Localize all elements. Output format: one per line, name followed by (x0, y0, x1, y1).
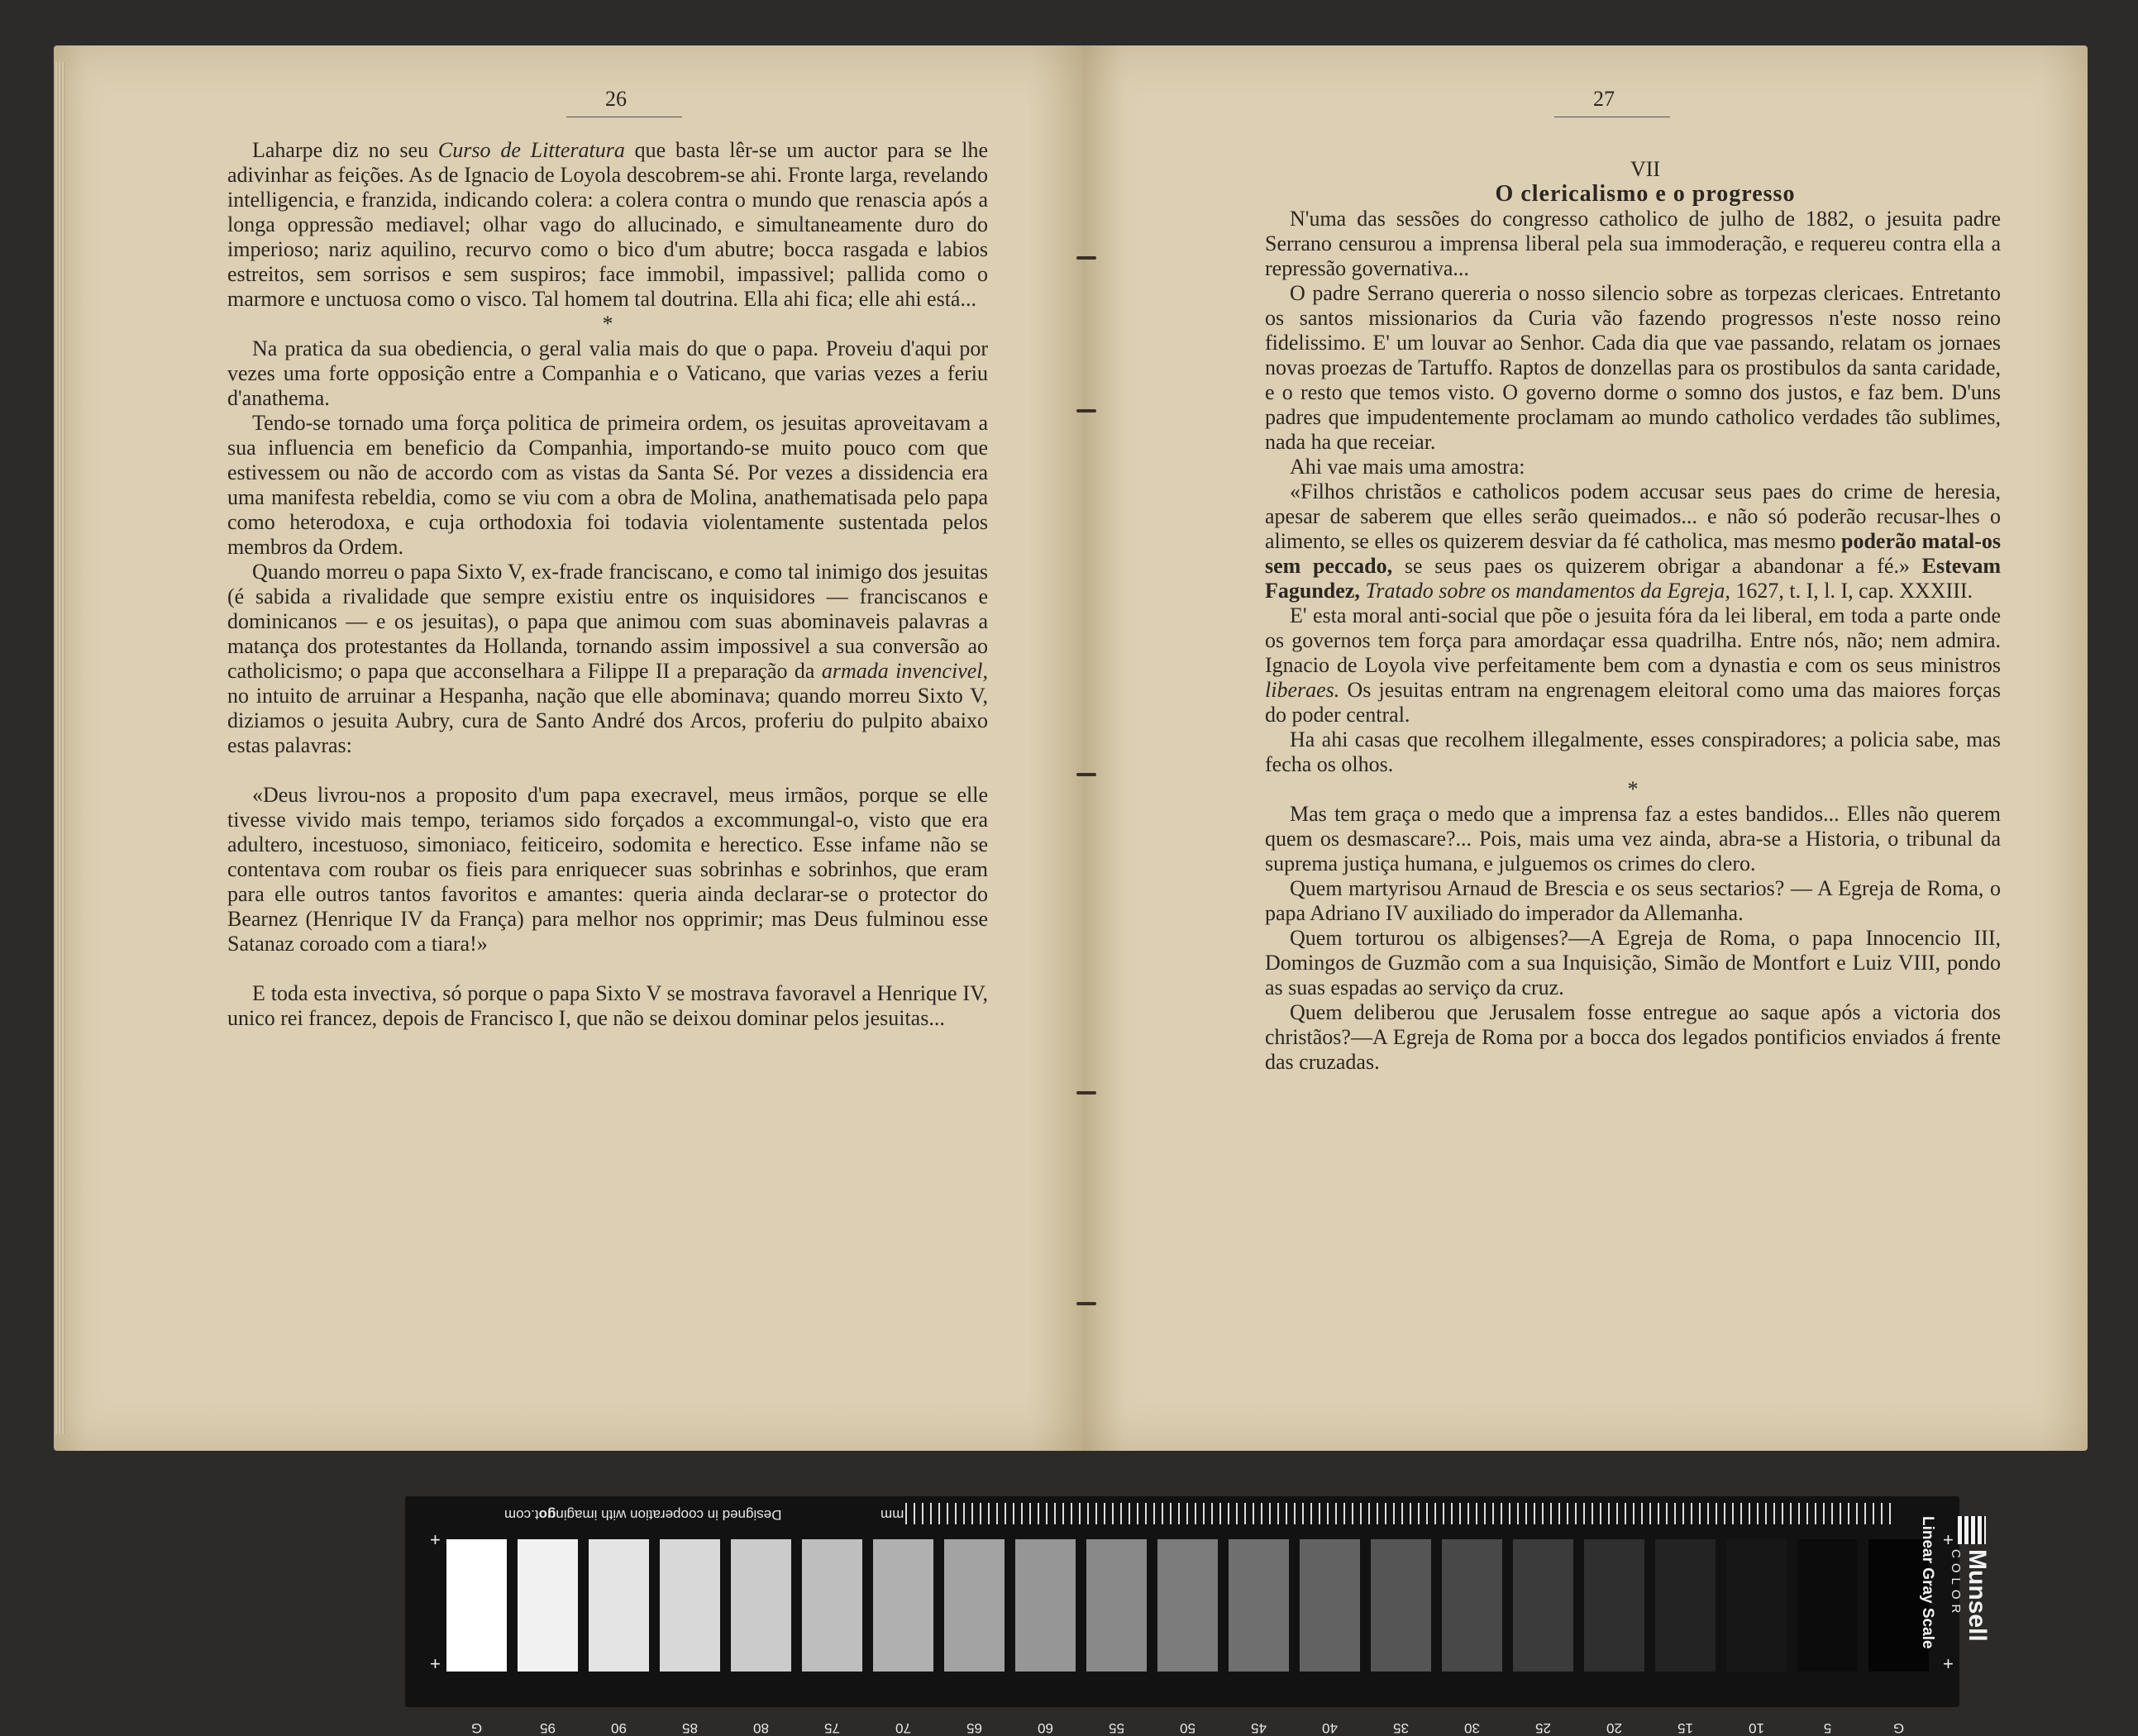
quote-work-title: Tratado sobre os mandamentos da Egreja, (1365, 579, 1730, 603)
paragraph: O padre Serrano quereria o nosso silencio sobre as torpezas clericaes. Entretanto os santos missionarios da Curia vão fazendo progressos n'este nosso reino fidelissimo. E' um louvar ao Senhor. Cada dia que vae passando, relatam os jornaes novas proezas de Tartuffo. Raptos de donzellas para os prostibulos da santa caridade, e o resto que temos visto. O governo dorme o somno dos justos, e faz bem. D'uns padres que impudentemente proclamam ao mundo catholico verdades tão sublimes, nada ha que receiar. (1265, 281, 2001, 454)
text-run: go (538, 1507, 556, 1523)
text-run: Designed in cooperation with imagin (556, 1507, 782, 1523)
gray-patch-label: 80 (753, 1720, 769, 1736)
gray-patch (731, 1539, 791, 1736)
gray-patch-label: 60 (1038, 1720, 1053, 1736)
page-number-text: 26 (605, 87, 627, 111)
text-run: Laharpe diz no seu (252, 138, 438, 162)
text-run: Os jesuitas entram na engrenagem eleitoral como uma das maiores forças do poder central. (1265, 678, 2001, 727)
gray-patch-label: 30 (1464, 1720, 1480, 1736)
registration-mark: + (430, 1653, 441, 1674)
gray-patch-label: 20 (1606, 1720, 1622, 1736)
paragraph: Tendo-se tornado uma força politica de primeira ordem, os jesuitas aproveitavam a sua influencia em beneficio da Companhia, importando-se muito pouco com que estivessem ou não de accordo com as vistas da Santa Sé. Por vezes a dissidencia era uma manifesta rebeldia, como se viu com a obra de Molina, anathematisada pelo papa como heterodoxa, e cuja orthodoxia foi todavia violentamente sustentada pelos membros da Ordem. (227, 411, 988, 559)
gray-patch (1797, 1539, 1858, 1736)
gray-patch (446, 1539, 507, 1736)
text-run: «Filhos christãos e catholicos podem accusar seus paes do crime de heresia, apesar de saberem que elles serão queimados... e não só poderão recusar-lhes o alimento, se elles os quizerem desviar da fé catholica, mas mesmo (1265, 479, 2001, 553)
gray-patch-label: G (470, 1720, 483, 1736)
chapter-title: O clericalismo e o progresso (1495, 181, 1796, 207)
text-run: E' esta moral anti-social que põe o jesuita fóra da lei liberal, em toda a parte onde os governos tem força para amordaçar essa quadrilha. Entre nós, não; nem admira. Ignacio de Loyola vive perfeitamente bem com a dynastia e com os seus ministros (1265, 603, 2001, 677)
italic-text: liberaes. (1265, 678, 1340, 702)
gray-patch-label: 5 (1823, 1720, 1832, 1736)
gray-patch-label: 15 (1677, 1720, 1693, 1736)
paragraph: Ha ahi casas que recolhem illegalmente, esses conspiradores; a policia sabe, mas fecha os olhos. (1265, 727, 2001, 776)
gray-patch (1584, 1539, 1644, 1736)
gray-patch-label: 35 (1393, 1720, 1409, 1736)
gray-patch-label: 55 (1109, 1720, 1124, 1736)
gray-patch (1726, 1539, 1787, 1736)
paragraph: Ahi vae mais uma amostra: (1290, 455, 1525, 479)
left-page (54, 45, 1083, 1451)
mm-ruler (905, 1503, 1897, 1524)
paragraph (1265, 603, 2001, 727)
credit-text (504, 1506, 781, 1523)
registration-mark: + (1943, 1529, 1954, 1550)
gray-scale-card (405, 1496, 1991, 1736)
spacer (227, 956, 988, 981)
italic-title: Curso de Litteratura (437, 138, 625, 162)
gray-patch (944, 1539, 1005, 1736)
gray-patch (1655, 1539, 1716, 1736)
right-page (1083, 45, 2088, 1451)
gray-patch (1015, 1539, 1076, 1736)
gray-patch-label: 95 (540, 1720, 556, 1736)
page-edges (54, 62, 65, 1434)
paragraph: Mas tem graça o medo que a imprensa faz a estes bandidos... Elles não querem quem os desmascare?... Pois, mais uma vez ainda, abra-se a Historia, o tribunal da suprema justiça humana, e julguemos os crimes do clero. (1265, 802, 2001, 875)
unit-label: mm (880, 1507, 904, 1523)
paragraph (227, 560, 988, 758)
binding-stitch (1076, 773, 1096, 776)
binding-stitch (1076, 256, 1096, 260)
gray-patch-label: 50 (1180, 1720, 1195, 1736)
page-number (1554, 87, 1654, 117)
scale-name: Linear Gray Scale (1919, 1516, 1936, 1649)
paragraph (227, 138, 988, 312)
gray-patch (802, 1539, 862, 1736)
paragraph: E toda esta invectiva, só porque o papa Sixto V se mostrava favoravel a Henrique IV, unico rei francez, depois de Francisco I, que não se deixou dominar pelos jesuitas... (227, 981, 988, 1030)
text-run: 1627, t. I, l. I, cap. XXXIII. (1730, 579, 1973, 603)
gray-patch (1157, 1539, 1218, 1736)
quote-author: Estevam Fagundez, (1265, 554, 2001, 603)
gray-patch-label: 40 (1322, 1720, 1338, 1736)
gray-patch (589, 1539, 649, 1736)
gray-patch-label: 70 (895, 1720, 911, 1736)
munsell-logo-icon (1958, 1516, 1986, 1544)
gray-patch (1229, 1539, 1289, 1736)
text-run: no intuito de arruinar a Hespanha, nação que elle abominava; quando morreu Sixto V, diziamos o jesuita Aubry, cura de Santo André dos Arcos, proferiu do pulpito abaixo estas palavras: (227, 684, 988, 757)
text-run: se seus paes os quizerem obrigar a abandonar a fé.» (1392, 554, 1922, 578)
gray-patch (518, 1539, 578, 1736)
binding-stitch (1076, 1302, 1096, 1305)
quotation: «Deus livrou-nos a proposito d'um papa execravel, meus irmãos, porque se elle tivesse vivido mais tempo, teriamos sido forçados a excommungal-o, visto que era adultero, incestuoso, simoniaco, feiticeiro, sodomita e herectico. Esse infame não se contentava com roubar os fieis para enriquecer suas sobrinhas e sobrinhos, que eram para elle outros tantos favoritos e amantes: queria ainda declarar-se o protector do Bearnez (Henrique IV da França) para melhor nos opprimir; mas Deus fulminou esse Satanaz coroado com a tiara!» (227, 783, 988, 956)
brand-name: Munsell (1964, 1549, 1991, 1642)
gray-patch-label: 65 (966, 1720, 982, 1736)
registration-mark: + (1943, 1653, 1954, 1674)
binding-stitch (1076, 1091, 1096, 1095)
open-book (45, 45, 2079, 1451)
registration-mark: + (430, 1529, 441, 1550)
gray-patch (1300, 1539, 1360, 1736)
gray-patch-label: 75 (824, 1720, 840, 1736)
gray-patch (1442, 1539, 1502, 1736)
brand-sub: COLOR (1949, 1549, 1963, 1619)
quotation (1265, 479, 2001, 603)
paragraph: Quem martyrisou Arnaud de Brescia e os seus sectarios? — A Egreja de Roma, o papa Adriano IV auxiliado do imperador da Allemanha. (1265, 876, 2001, 925)
munsell-brand (1919, 1513, 2009, 1695)
gray-patch-label: G (1892, 1720, 1905, 1736)
gray-patch (873, 1539, 933, 1736)
gray-patch (1513, 1539, 1573, 1736)
page-number-text: 27 (1593, 87, 1615, 111)
right-page-text (1265, 157, 2001, 1075)
gray-patch-label: 25 (1535, 1720, 1551, 1736)
bold-text: poderão matal-os sem peccado, (1265, 529, 2001, 578)
gray-patch-label: 45 (1251, 1720, 1267, 1736)
gray-patch (660, 1539, 720, 1736)
left-page-text (227, 138, 988, 1031)
paragraph: Na pratica da sua obediencia, o geral valia mais do que o papa. Proveiu d'aqui por vezes uma forte opposição entre a Companhia e o Vaticano, que varias vezes a feriu d'anathema. (227, 336, 988, 410)
text-run: t.com (504, 1507, 539, 1523)
page-number (566, 87, 666, 117)
italic-text: armada invencivel, (821, 659, 988, 683)
gray-patch-label: 10 (1749, 1720, 1764, 1736)
section-star: * (1627, 777, 1639, 801)
paragraph: Quem torturou os albigenses?—A Egreja de Roma, o papa Innocencio III, Domingos de Guzmão com a sua Inquisição, Simão de Montfort e Luiz VIII, pondo as suas espadas ao serviço da cruz. (1265, 926, 2001, 999)
paragraph: N'uma das sessões do congresso catholico de julho de 1882, o jesuita padre Serrano censurou a imprensa liberal pela sua immoderação, e requereu contra ella a repressão governativa... (1265, 207, 2001, 280)
paragraph: Quem deliberou que Jerusalem fosse entregue ao saque após a victoria dos christãos?—A Egreja de Roma por a bocca dos legados pontificios enviados á frente das cruzadas. (1265, 1000, 2001, 1074)
section-star: * (602, 312, 613, 336)
gray-patches (446, 1539, 1940, 1736)
text-run: que basta lêr-se um auctor para se lhe adivinhar as feições. As de Ignacio de Loyola descobrem-se ahi. Fronte larga, revelando intelligencia, e franzida, indicando colera: a colera contra o mundo que renascia após a longa oppressão mediavel; olhar vago do allucinado, e simultaneamente duro do imperioso; nariz aquilino, recurvo como o bico d'um abutre; bocca rasgada e labios estreitos, sem sorrisos e sem suspiros; face immobil, impassivel; pallida como o marmore e unctuosa como o visco. Tal homem tal doutrina. Ella ahi fica; elle ahi está... (227, 138, 988, 311)
spacer (227, 758, 988, 783)
text-run: Quando morreu o papa Sixto V, ex-frade franciscano, e como tal inimigo dos jesuitas (é sabida a rivalidade que sempre existiu entre os inquisidores — franciscanos e dominicanos — e os jesuitas), o papa que animou com suas abominaveis palavras a matança dos protestantes da Hollanda, tornando assim impossivel a sua conversão ao catholicismo; o papa que acconselhara a Filippe II a preparação da (227, 560, 988, 683)
gray-patch (1371, 1539, 1431, 1736)
gray-patch-label: 85 (682, 1720, 698, 1736)
binding-stitch (1076, 409, 1096, 413)
gray-patch (1086, 1539, 1147, 1736)
chapter-number: VII (1630, 157, 1661, 181)
gray-patch-label: 90 (611, 1720, 627, 1736)
